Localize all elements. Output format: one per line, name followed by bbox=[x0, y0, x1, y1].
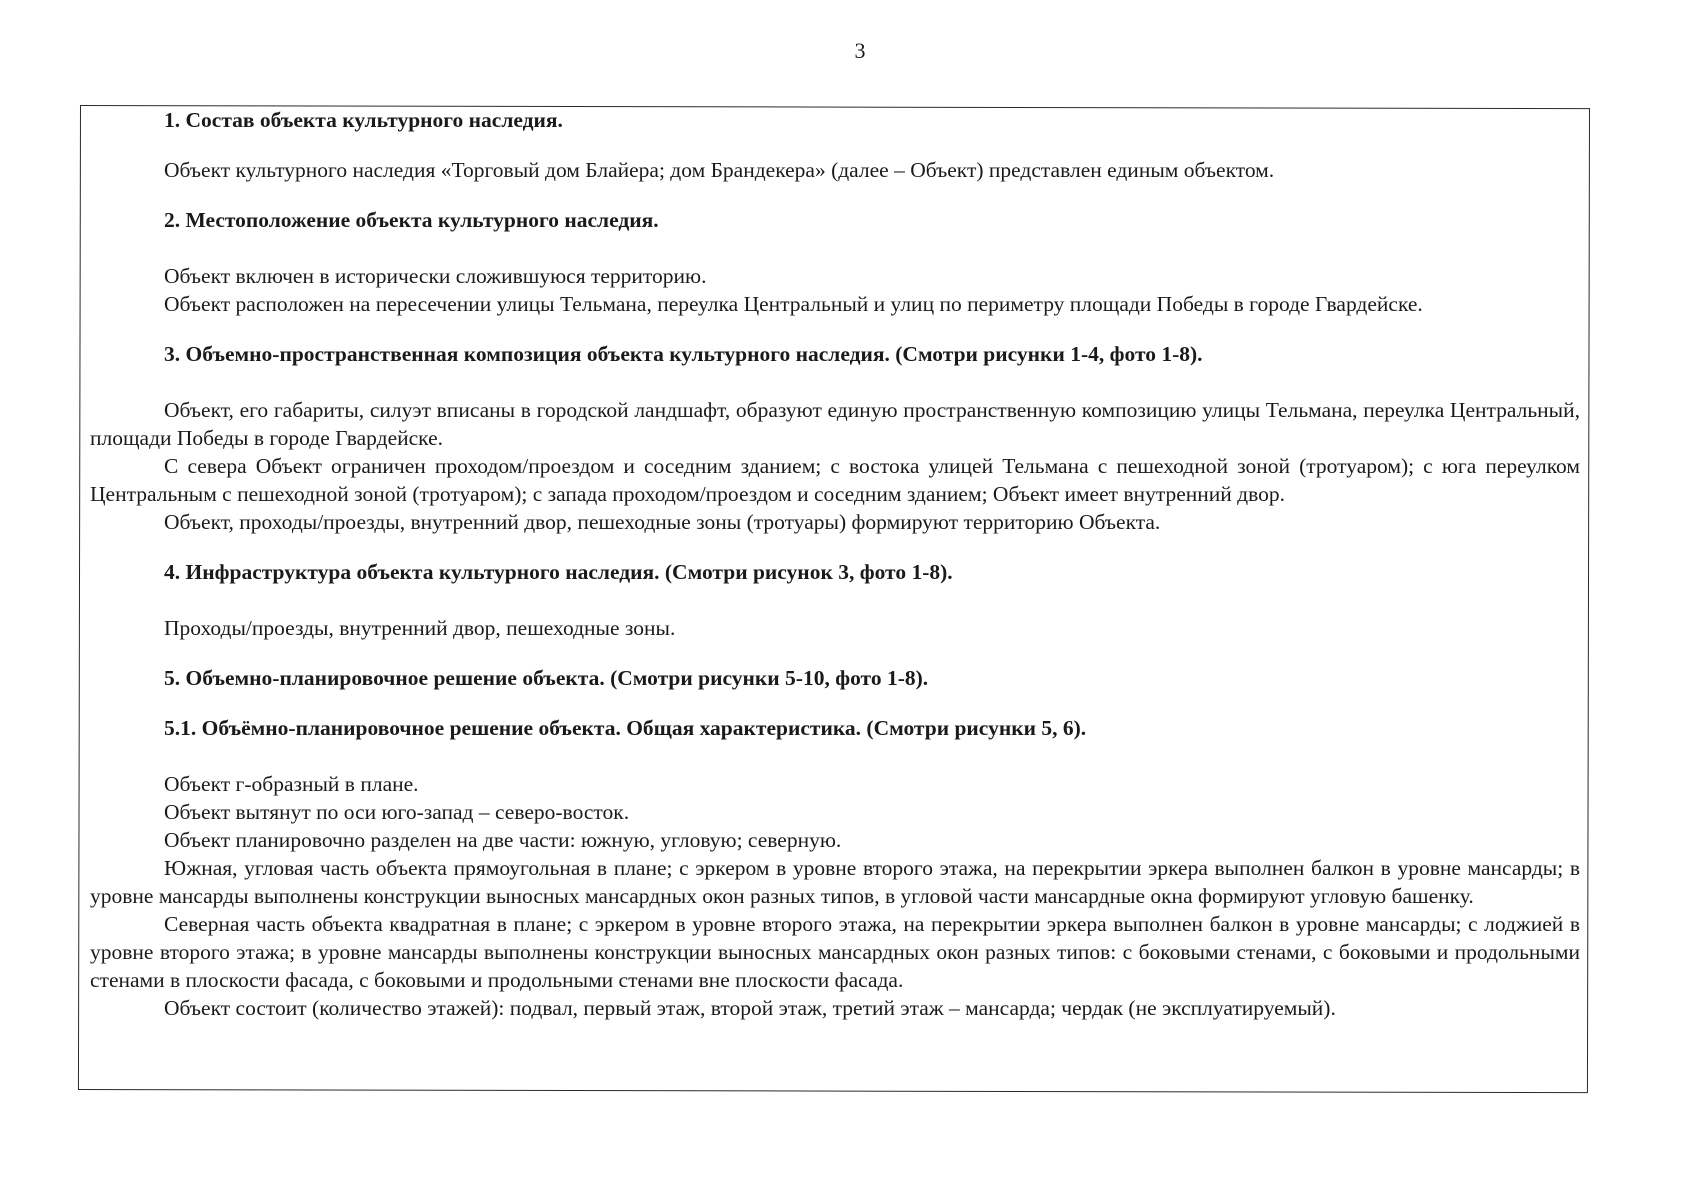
section-5-1-paragraph-4: Южная, угловая часть объекта прямоугольная в плане; с эркером в уровне второго этажа, на перекрытии эркера выполнен балкон в уровне мансарды; в уровне мансарды выполнены конструкции выносных мансардных окон разных типов, в угловой части мансардные окна формируют угловую башенку. bbox=[90, 856, 1580, 908]
section-5-1-paragraph-6: Объект состоит (количество этажей): подвал, первый этаж, второй этаж, третий этаж – мансарда; чердак (не эксплуатируемый). bbox=[164, 996, 1336, 1020]
page-number: 3 bbox=[854, 38, 866, 63]
section-5-1-paragraph-3: Объект планировочно разделен на две части: южную, угловую; северную. bbox=[164, 828, 842, 852]
section-2-paragraph-2: Объект расположен на пересечении улицы Тельмана, переулка Центральный и улиц по периметру площади Победы в городе Гвардейске. bbox=[164, 292, 1423, 316]
section-4-paragraph: Проходы/проезды, внутренний двор, пешеходные зоны. bbox=[164, 616, 676, 640]
section-5-1-paragraph-1: Объект г-образный в плане. bbox=[164, 772, 419, 796]
section-2-paragraph-1: Объект включен в исторически сложившуюся территорию. bbox=[164, 264, 707, 288]
section-5-1-paragraph-5: Северная часть объекта квадратная в плане; с эркером в уровне второго этажа, на перекрытии эркера выполнен балкон в уровне мансарды; с лоджией в уровне второго этажа; в уровне мансарды выполнены конструкции выносных мансардных окон разных типов: с боковыми стенами, с боковыми и продольными стенами в плоскости фасада, с боковыми и продольными стенами вне плоскости фасада. bbox=[90, 912, 1580, 992]
document-body bbox=[90, 106, 1580, 1022]
section-1-paragraph: Объект культурного наследия «Торговый дом Блайера; дом Брандекера» (далее – Объект) представлен единым объектом. bbox=[164, 158, 1275, 182]
section-5-1-paragraph-2: Объект вытянут по оси юго-запад – северо-восток. bbox=[164, 800, 630, 824]
section-4-heading: 4. Инфраструктура объекта культурного наследия. (Смотри рисунок 3, фото 1-8). bbox=[164, 560, 953, 584]
section-1-heading: 1. Состав объекта культурного наследия. bbox=[164, 108, 563, 132]
section-5-heading: 5. Объемно-планировочное решение объекта. (Смотри рисунки 5-10, фото 1-8). bbox=[164, 666, 929, 690]
section-3-paragraph-3: Объект, проходы/проезды, внутренний двор, пешеходные зоны (тротуары) формируют территорию Объекта. bbox=[164, 510, 1161, 534]
section-2-heading: 2. Местоположение объекта культурного наследия. bbox=[164, 208, 659, 232]
section-3-heading: 3. Объемно-пространственная композиция объекта культурного наследия. (Смотри рисунки 1-4, фото 1-8). bbox=[164, 342, 1203, 366]
section-3-paragraph-2: С севера Объект ограничен проходом/проездом и соседним зданием; с востока улицей Тельмана с пешеходной зоной (тротуаром); с юга переулком Центральным с пешеходной зоной (тротуаром); с запада проходом/проездом и соседним зданием; Объект имеет внутренний двор. bbox=[90, 454, 1580, 506]
section-3-paragraph-1: Объект, его габариты, силуэт вписаны в городской ландшафт, образуют единую пространственную композицию улицы Тельмана, переулка Центральный, площади Победы в городе Гвардейске. bbox=[90, 398, 1580, 450]
section-5-1-heading: 5.1. Объёмно-планировочное решение объекта. Общая характеристика. (Смотри рисунки 5, 6). bbox=[164, 716, 1087, 740]
